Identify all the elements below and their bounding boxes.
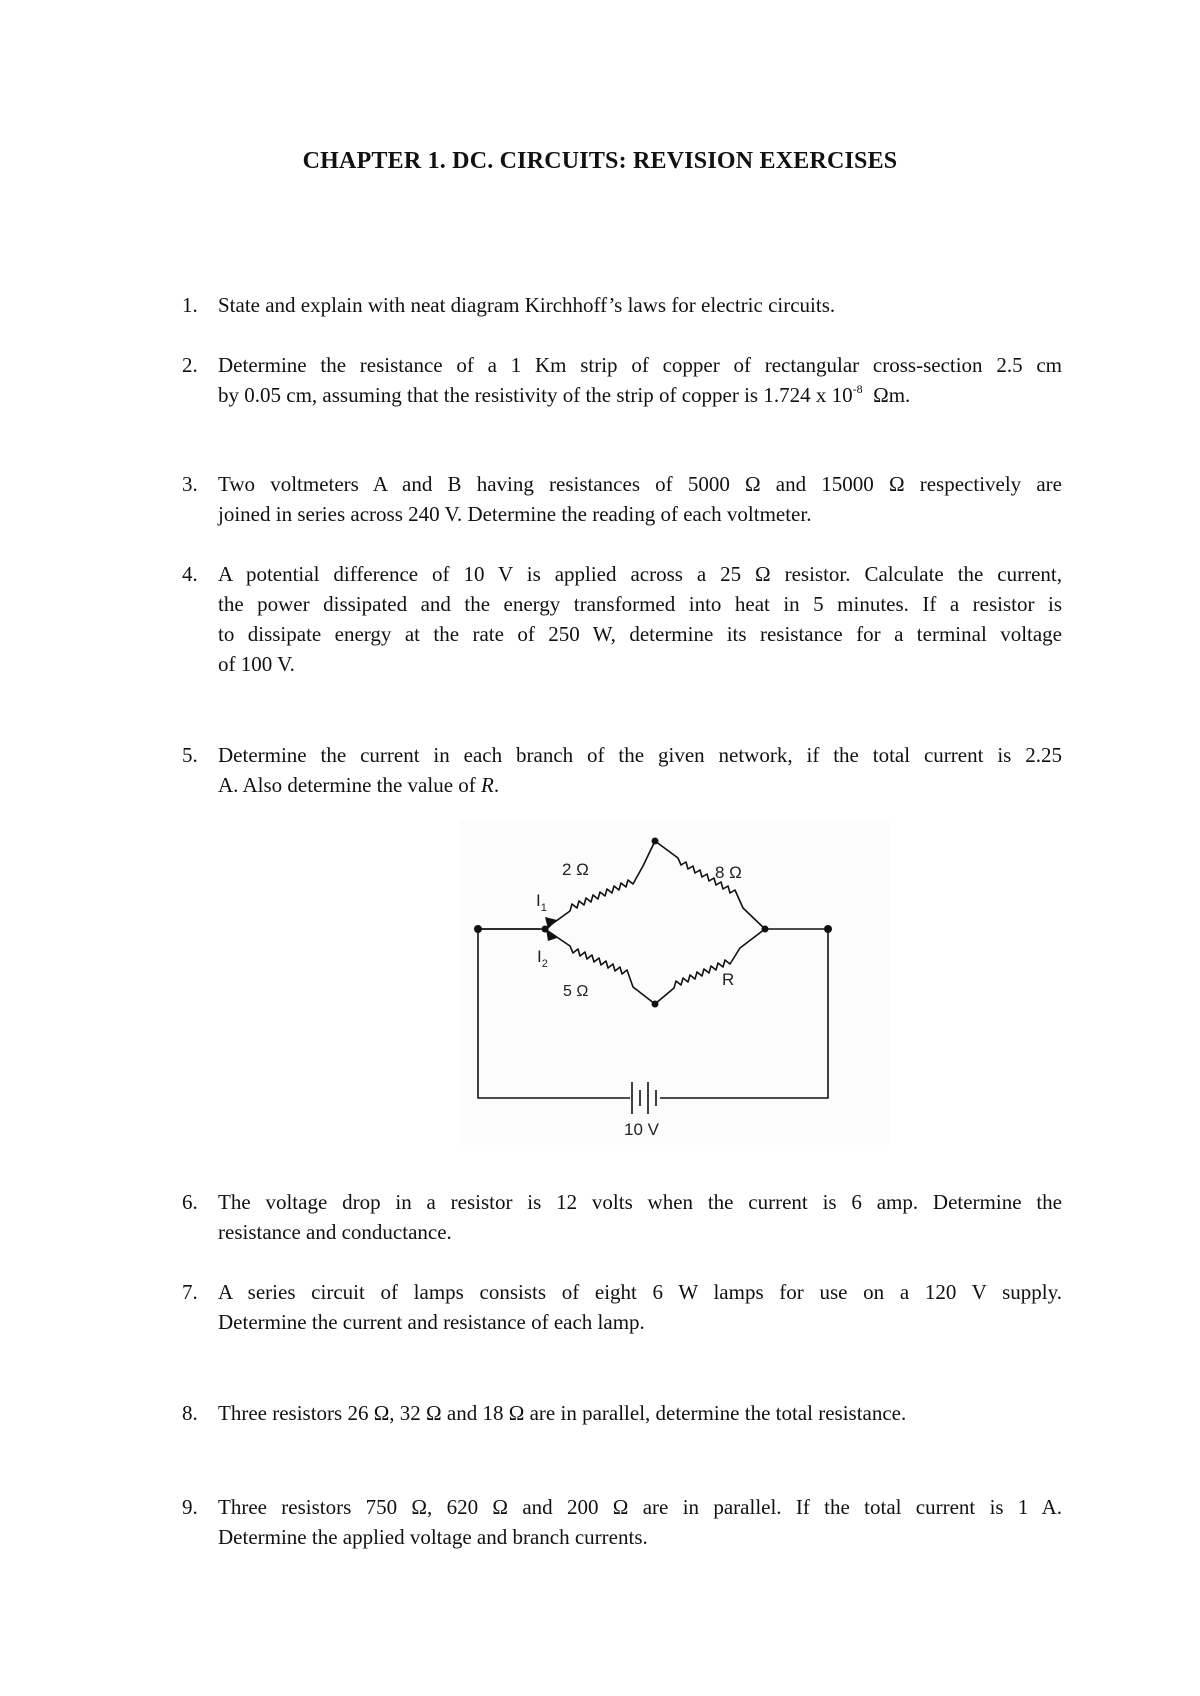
question-text-line-2: by 0.05 cm, assuming that the resistivity of the strip of copper is 1.724 x $10^{-8}$ Ωm. — [218, 382, 911, 407]
page-title: CHAPTER 1. DC. CIRCUITS: REVISION EXERCISES — [302, 148, 898, 174]
question-number: 5. — [182, 743, 198, 767]
circuit-diagram — [460, 820, 890, 1145]
question-6 — [182, 1187, 1062, 1247]
label-5-ohm: 5 Ω — [563, 983, 589, 1000]
label-i1: $I_1$ — [536, 891, 547, 914]
question-3 — [182, 469, 1062, 529]
resistor-5-ohm — [545, 929, 655, 1004]
node-terminal-right — [824, 925, 832, 933]
question-5 — [182, 740, 1062, 800]
question-number: 4. — [182, 562, 198, 586]
label-2-ohm: 2 Ω — [562, 860, 589, 879]
question-text: Three resistors 750 Ω, 620 Ω and 200 Ω are in parallel. If the total current is 1 A. — [218, 1495, 1062, 1519]
question-text: resistance and conductance. — [218, 1220, 452, 1244]
question-number: 6. — [182, 1190, 198, 1214]
label-i2: $I_2$ — [537, 947, 548, 970]
node-terminal-left — [474, 925, 482, 933]
question-number: 3. — [182, 472, 198, 496]
resistor-r — [655, 929, 765, 1004]
question-text: to dissipate energy at the rate of 250 W, determine its resistance for a terminal voltage — [218, 622, 1062, 646]
question-1 — [182, 290, 1062, 320]
question-number: 1. — [182, 293, 198, 317]
question-4 — [182, 559, 1062, 679]
question-text: Three resistors 26 Ω, 32 Ω and 18 Ω are in parallel, determine the total resistance. — [218, 1401, 907, 1425]
question-number: 8. — [182, 1401, 198, 1425]
question-text: Determine the applied voltage and branch currents. — [218, 1525, 648, 1549]
question-text: Determine the current and resistance of each lamp. — [218, 1310, 645, 1334]
question-8 — [182, 1398, 1062, 1428]
node-right — [762, 926, 769, 933]
node-left — [542, 926, 549, 933]
question-text: The voltage drop in a resistor is 12 volts when the current is 6 amp. Determine the — [218, 1190, 1062, 1214]
question-text: Determine the current in each branch of the given network, if the total current is 2.25 — [218, 743, 1062, 767]
wire-right — [660, 929, 828, 1098]
question-text: State and explain with neat diagram Kirchhoff’s laws for electric circuits. — [218, 293, 836, 317]
question-number: 2. — [182, 353, 198, 377]
resistor-2-ohm — [545, 841, 655, 929]
question-9 — [182, 1492, 1062, 1552]
label-8-ohm: 8 Ω — [715, 863, 742, 882]
question-text: Two voltmeters A and B having resistances of 5000 Ω and 15000 Ω respectively are — [218, 472, 1062, 496]
node-top — [652, 838, 659, 845]
question-text: A series circuit of lamps consists of eight 6 W lamps for use on a 120 V supply. — [218, 1280, 1062, 1304]
node-bottom — [652, 1001, 659, 1008]
label-r: R — [722, 970, 735, 989]
question-number: 7. — [182, 1280, 198, 1304]
question-text: of 100 V. — [218, 652, 295, 676]
question-text: A potential difference of 10 V is applied across a 25 Ω resistor. Calculate the current, — [218, 562, 1062, 586]
question-text: the power dissipated and the energy transformed into heat in 5 minutes. If a resistor is — [218, 592, 1062, 616]
question-text: Determine the resistance of a 1 Km strip of copper of rectangular cross-section 2.5 cm — [218, 353, 1062, 377]
question-text-line-2: A. Also determine the value of R. — [218, 773, 500, 797]
question-text: joined in series across 240 V. Determine the reading of each voltmeter. — [218, 502, 812, 526]
resistor-8-ohm — [655, 841, 765, 929]
wire-left — [478, 929, 630, 1098]
question-number: 9. — [182, 1495, 198, 1519]
question-2 — [182, 350, 1062, 410]
question-7 — [182, 1277, 1062, 1337]
label-battery-voltage: 10 V — [624, 1120, 659, 1139]
